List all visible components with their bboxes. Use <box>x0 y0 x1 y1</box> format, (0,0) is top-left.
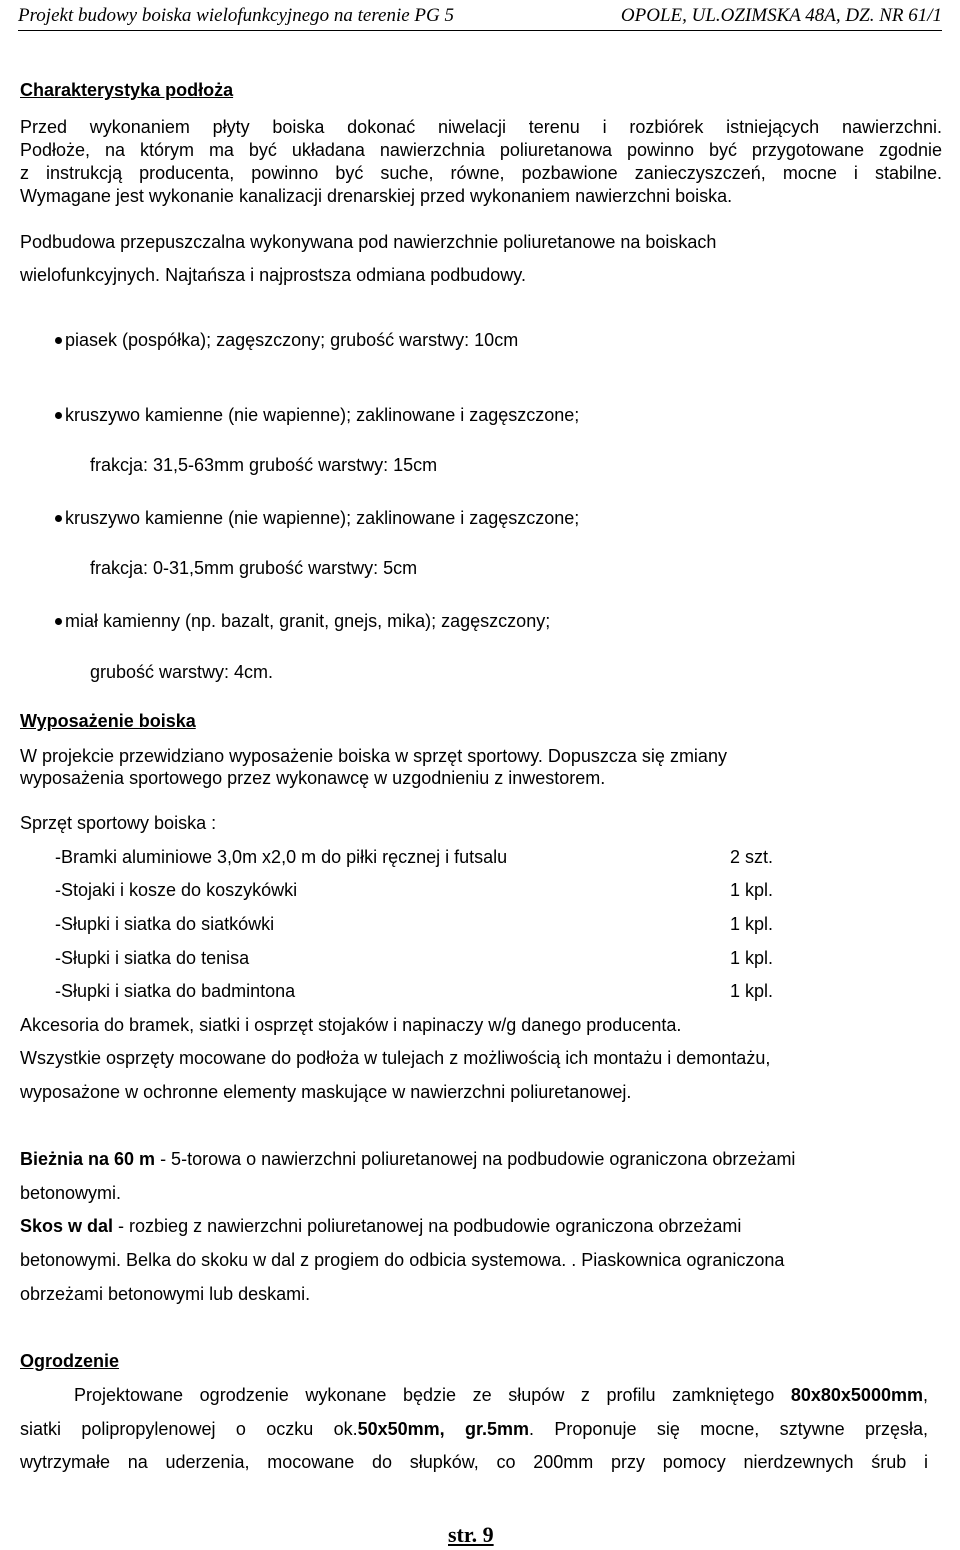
ogrodzenie-line-1 <box>74 1385 928 1406</box>
equipment-item-name: -Bramki aluminiowe 3,0m x2,0 m do piłki ręcznej i futsalu <box>55 847 508 867</box>
biezna-label: Bieżnia na 60 m <box>20 1149 156 1169</box>
podbudowa-line-1: Podbudowa przepuszczalna wykonywana pod nawierzchnie poliuretanowe na boiskach <box>20 232 717 252</box>
equipment-item-qty: 1 kpl. <box>730 981 774 1001</box>
osprzet-line-1: Wszystkie osprzęty mocowane do podłoża w tulejach z możliwością ich montażu i demontażu, <box>20 1048 771 1068</box>
equipment-item-name: -Słupki i siatka do badmintona <box>55 981 296 1001</box>
layer-4 <box>55 611 550 632</box>
podloze-line-2: Podłoże, na którym ma być układana nawierzchnia poliuretanowa powinno być przygotowane zgodnie <box>20 140 942 160</box>
heading-wyposazenie: Wyposażenie boiska <box>20 711 196 731</box>
ogrodzenie-line-2 <box>20 1419 928 1440</box>
ogrodzenie-comma: , <box>922 1385 928 1405</box>
biezna-text: - 5-torowa o nawierzchni poliuretanowej na podbudowie ograniczona obrzeżami <box>155 1149 796 1169</box>
ogrodzenie-line-1-text: Projektowane ogrodzenie wykonane będzie ze słupów z profilu zamkniętego <box>74 1385 775 1405</box>
layer-2-text: kruszywo kamienne (nie wapienne); zaklinowane i zagęszczone; <box>65 405 580 425</box>
equipment-item-name: -Słupki i siatka do siatkówki <box>55 914 275 934</box>
equipment-item-qty: 1 kpl. <box>730 914 774 934</box>
layer-3 <box>55 508 579 529</box>
biezna-line-1 <box>20 1149 795 1170</box>
skos-text: - rozbieg z nawierzchni poliuretanowej na podbudowie ograniczona obrzeżami <box>113 1216 742 1236</box>
podloze-line-3: z instrukcją producenta, powinno być suche, równe, pozbawione zanieczyszczeń, mocne i stabilne. <box>20 163 942 183</box>
skos-line-2: betonowymi. Belka do skoku w dal z progiem do odbicia systemowa. . Piaskownica ograniczona <box>20 1250 785 1270</box>
layer-3-text: kruszywo kamienne (nie wapienne); zaklinowane i zagęszczone; <box>65 508 580 528</box>
skos-line-3: obrzeżami betonowymi lub deskami. <box>20 1284 311 1304</box>
bullet-icon <box>55 618 62 625</box>
skos-line-1 <box>20 1216 741 1237</box>
layer-2 <box>55 405 579 426</box>
ogrodzenie-dimension: 80x80x5000mm <box>790 1385 923 1405</box>
layer-2-sub: frakcja: 31,5-63mm grubość warstwy: 15cm <box>90 455 438 475</box>
layer-4-text: miał kamienny (np. bazalt, granit, gnejs, mika); zagęszczony; <box>65 611 551 631</box>
equipment-item-name: -Słupki i siatka do tenisa <box>55 948 250 968</box>
wyposazenie-line-2: wyposażenia sportowego przez wykonawcę w uzgodnieniu z inwestorem. <box>20 768 606 788</box>
wyposazenie-line-1: W projekcie przewidziano wyposażenie boiska w sprzęt sportowy. Dopuszcza się zmiany <box>20 746 727 766</box>
heading-podloze: Charakterystyka podłoża <box>20 80 234 100</box>
equipment-item-name: -Stojaki i kosze do koszykówki <box>55 880 298 900</box>
bullet-icon <box>55 337 62 344</box>
layer-1-text: piasek (pospółka); zagęszczony; grubość warstwy: 10cm <box>65 330 519 350</box>
bullet-icon <box>55 412 62 419</box>
ogrodzenie-line-2-text: siatki polipropylenowej o oczku ok. <box>20 1419 358 1439</box>
page-number: str. 9 <box>448 1522 494 1547</box>
equipment-item-qty: 1 kpl. <box>730 880 774 900</box>
header-project-title: Projekt budowy boiska wielofunkcyjnego na terenie PG 5 <box>18 5 455 26</box>
sprzet-label: Sprzęt sportowy boiska : <box>20 813 217 833</box>
layer-1 <box>55 330 518 351</box>
equipment-item-qty: 2 szt. <box>730 847 774 867</box>
podbudowa-line-2: wielofunkcyjnych. Najtańsza i najprostsza odmiana podbudowy. <box>20 265 526 285</box>
page-header <box>18 2 942 31</box>
skos-label: Skos w dal <box>20 1216 114 1236</box>
layer-4-sub: grubość warstwy: 4cm. <box>90 662 274 682</box>
osprzet-line-2: wyposażone w ochronne elementy maskujące w nawierzchni poliuretanowej. <box>20 1082 632 1102</box>
akcesoria-text: Akcesoria do bramek, siatki i osprzęt stojaków i napinaczy w/g danego producenta. <box>20 1015 682 1035</box>
ogrodzenie-line-2-end: . Proponuje się mocne, sztywne przęsła, <box>529 1419 928 1439</box>
bullet-icon <box>55 515 62 522</box>
podloze-line-1: Przed wykonaniem płyty boiska dokonać niwelacji terenu i rozbiórek istniejących nawierzchni. <box>20 117 942 137</box>
podloze-line-4: Wymagane jest wykonanie kanalizacji drenarskiej przed wykonaniem nawierzchni boiska. <box>20 186 733 206</box>
biezna-line-2: betonowymi. <box>20 1183 122 1203</box>
header-address: OPOLE, UL.OZIMSKA 48A, DZ. NR 61/1 <box>620 5 942 26</box>
equipment-item-qty: 1 kpl. <box>730 948 774 968</box>
ogrodzenie-mesh-size: 50x50mm, gr.5mm <box>357 1419 530 1439</box>
ogrodzenie-line-3: wytrzymałe na uderzenia, mocowane do słupków, co 200mm przy pomocy nierdzewnych śrub i <box>20 1452 928 1472</box>
layer-3-sub: frakcja: 0-31,5mm grubość warstwy: 5cm <box>90 558 418 578</box>
heading-ogrodzenie: Ogrodzenie <box>20 1351 120 1371</box>
